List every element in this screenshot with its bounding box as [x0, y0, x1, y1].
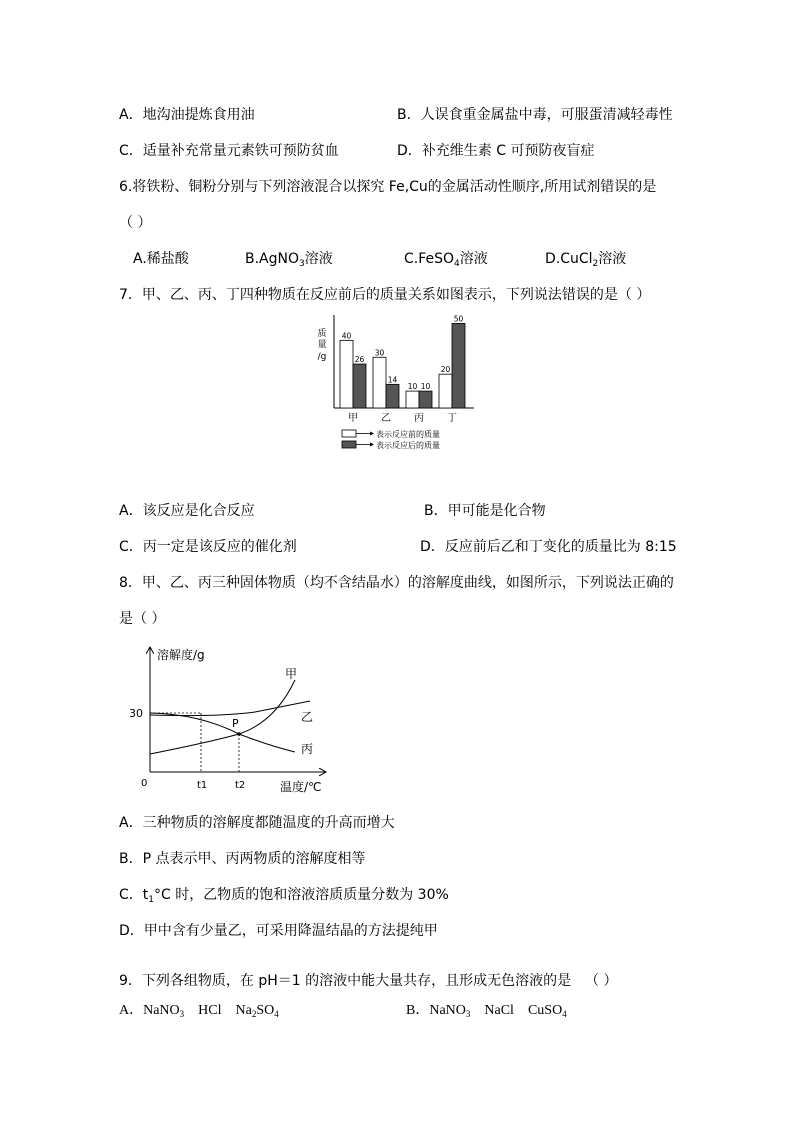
sol-y-tick-30: 30 [129, 707, 143, 720]
sol-x-tick-t2: t2 [235, 780, 246, 791]
bar-value-label: 50 [453, 314, 464, 324]
q8-stem-line2: 是（ ） [119, 611, 166, 627]
bar-chart-ylabel-3: /g [317, 352, 327, 362]
legend-after-label: 表示反应后的质量 [376, 441, 440, 450]
q6-stem: 6.将铁粉、铜粉分别与下列溶液混合以探究 Fe,Cu的金属活动性顺序,所用试剂错误的是 [119, 179, 657, 195]
q7-option-c: C．丙一定是该反应的催化剂 [119, 539, 297, 555]
bar-category-label: 甲 [348, 413, 358, 424]
sol-x-tick-t1: t1 [197, 780, 208, 791]
q8-stem-line1: 8．甲、乙、丙三种固体物质（均不含结晶水）的溶解度曲线，如图所示，下列说法正确的 [119, 575, 674, 591]
series-label-jia: 甲 [285, 667, 298, 681]
q9-option-a: A．NaNO$_3$ HCl $Na_2SO_4$ [119, 1003, 279, 1019]
bar-乙-after [386, 384, 399, 408]
bar-甲-before [340, 340, 353, 408]
q9-option-b: B．NaNO$_3$ NaCl CuSO$_4$ [406, 1003, 567, 1019]
bar-value-label: 26 [354, 355, 365, 365]
bar-丙-after [419, 391, 432, 408]
q7-stem: 7．甲、乙、丙、丁四种物质在反应前后的质量关系如图表示，下列说法错误的是（ ） [119, 287, 651, 303]
q7-option-b: B．甲可能是化合物 [424, 503, 546, 519]
bar-value-label: 10 [407, 382, 418, 392]
q6-option-b: B.AgNO$_3$溶液 [245, 251, 333, 269]
q5-option-d: D．补充维生素 C 可预防夜盲症 [397, 143, 595, 159]
q7-option-a: A．该反应是化合反应 [119, 503, 255, 519]
bar-value-label: 20 [440, 365, 451, 375]
bar-category-label: 乙 [381, 413, 391, 424]
legend-before-label: 表示反应前的质量 [376, 430, 440, 439]
q6-paren: （ ） [119, 215, 152, 231]
curve-bing [150, 713, 295, 752]
legend-before-swatch [342, 430, 356, 437]
legend-before-arrowhead [370, 432, 374, 436]
q5-option-c: C．适量补充常量元素铁可预防贫血 [119, 143, 339, 159]
bar-甲-after [353, 364, 366, 408]
bar-value-label: 30 [374, 348, 385, 358]
curve-jia [150, 680, 295, 754]
sol-xlabel: 温度/℃ [280, 780, 322, 794]
bar-丙-before [406, 391, 419, 408]
bar-value-label: 14 [387, 375, 398, 385]
q6-option-d: D.CuCl$_2$溶液 [545, 251, 627, 269]
bar-chart-ylabel-1: 质 [317, 329, 327, 339]
q9-paren: （ ） [585, 973, 618, 989]
sol-origin-label: 0 [141, 778, 148, 789]
q8-option-c: C．$t_1^\circ C$ 时，乙物质的饱和溶液溶质质量分数为 30% [119, 887, 449, 905]
q5-option-a: A．地沟油提炼食用油 [119, 107, 255, 123]
legend-after-arrowhead [370, 443, 374, 447]
sol-ylabel: 溶解度/g [157, 648, 205, 662]
sol-point-p-label: P [232, 717, 239, 730]
bar-chart-ylabel-2: 量 [317, 340, 327, 350]
q7-option-d: D．反应前后乙和丁变化的质量比为 8:15 [420, 539, 677, 555]
q8-option-b: B．P 点表示甲、丙两物质的溶解度相等 [119, 851, 366, 867]
bar-category-label: 丁 [447, 413, 457, 424]
bar-value-label: 10 [420, 382, 431, 392]
bar-丁-before [439, 374, 452, 408]
solubility-curve-chart [125, 642, 340, 797]
bar-丁-after [452, 323, 465, 408]
bar-value-label: 40 [341, 331, 352, 341]
point-p [237, 732, 241, 736]
q8-option-a: A．三种物质的溶解度都随温度的升高而增大 [119, 815, 395, 831]
q5-option-b: B．人误食重金属盐中毒，可服蛋清减轻毒性 [397, 107, 673, 123]
q8-option-d: D．甲中含有少量乙，可采用降温结晶的方法提纯甲 [119, 923, 438, 939]
legend-after-swatch [342, 441, 356, 448]
q6-option-c: C.FeSO$_4$溶液 [404, 251, 488, 269]
series-label-bing: 丙 [301, 742, 314, 756]
bar-category-label: 丙 [414, 413, 424, 424]
bar-乙-before [373, 357, 386, 408]
mass-bar-chart [310, 310, 500, 460]
q9-stem: 9．下列各组物质，在 pH＝1 的溶液中能大量共存，且形成无色溶液的是 [119, 973, 572, 989]
series-label-yi: 乙 [301, 710, 314, 724]
q6-option-a: A.稀盐酸 [133, 251, 189, 267]
